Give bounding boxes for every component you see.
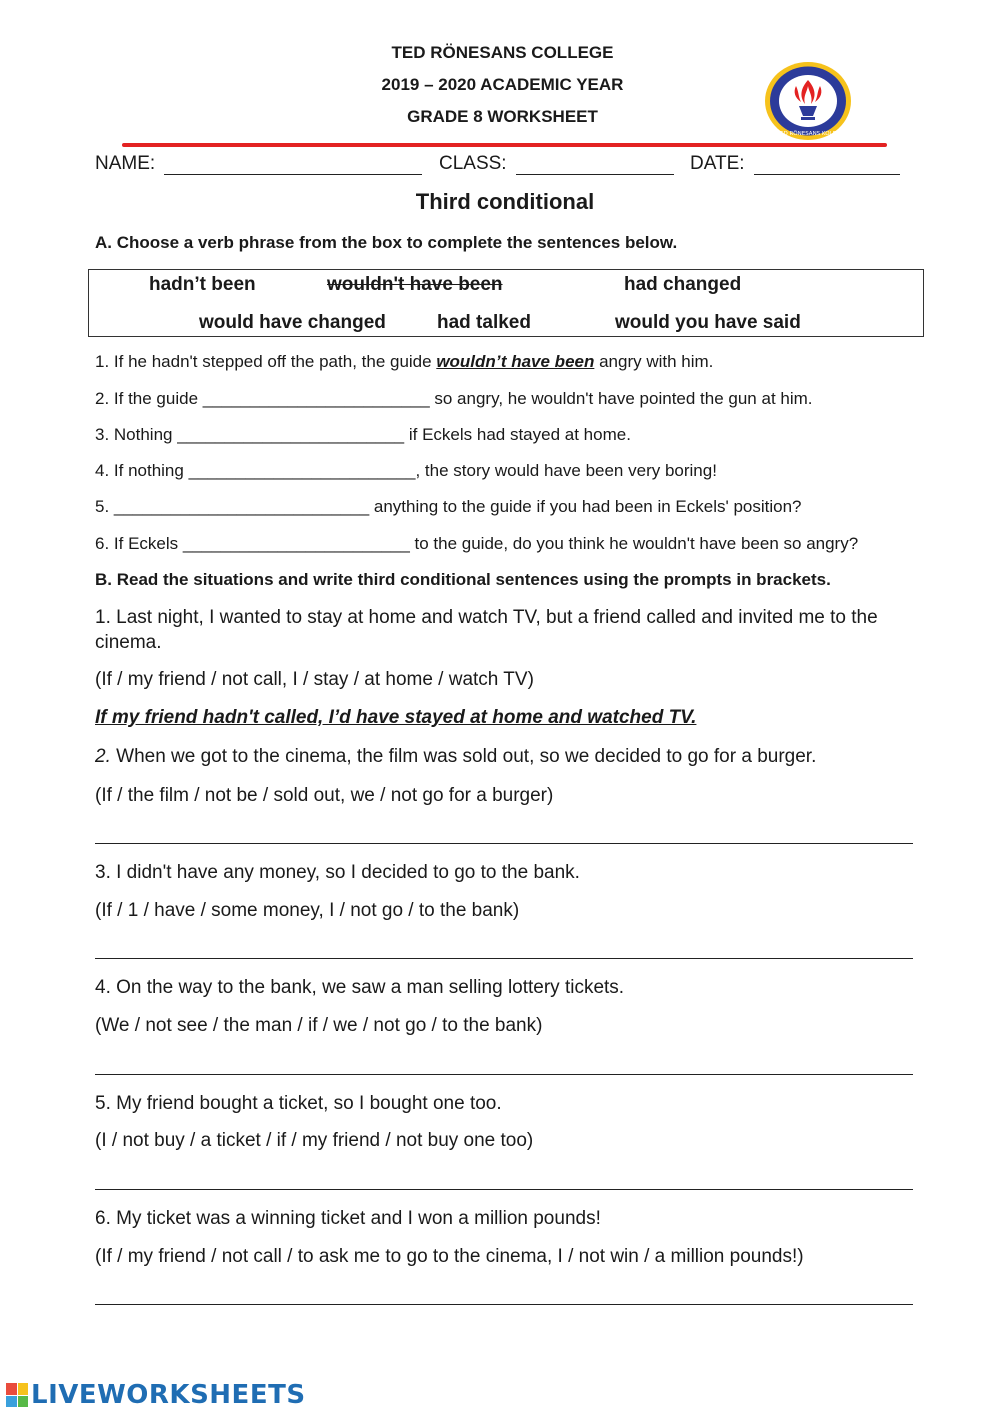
section-a-instruction: A. Choose a verb phrase from the box to complete the sentences below. <box>95 233 678 252</box>
page-title: Third conditional <box>415 189 595 214</box>
option-item: hadn’t been <box>149 274 256 295</box>
question-text-end: angry with him. <box>594 352 714 371</box>
question-a-6[interactable]: 6. If Eckels ________________________ to the guide, do you think he wouldn't have been so angry? <box>95 534 859 553</box>
liveworksheets-wordmark: LIVEWORKSHEETS <box>31 1380 306 1410</box>
option-item: had talked <box>437 312 531 333</box>
item-number: 2. <box>95 746 111 767</box>
school-name: TED RÖNESANS COLLEGE <box>391 43 614 62</box>
option-item-used: wouldn't have been <box>327 274 503 295</box>
class-field[interactable] <box>439 153 674 175</box>
liveworksheets-icon <box>6 1383 28 1407</box>
school-logo <box>763 60 853 142</box>
prompt-4: (We / not see / the man / if / we / not go / to the bank) <box>95 1015 543 1036</box>
answer-line-4[interactable] <box>95 1074 913 1075</box>
situation-4: 4. On the way to the bank, we saw a man selling lottery tickets. <box>95 977 625 998</box>
situation-1: 1. Last night, I wanted to stay at home and watch TV, but a friend called and invited me to the cinema. <box>95 607 878 653</box>
situation-5: 5. My friend bought a ticket, so I bought one too. <box>95 1093 502 1114</box>
logo-caption: TED RÖNESANS KOLEJİ <box>776 131 840 137</box>
section-b-instruction: B. Read the situations and write third conditional sentences using the prompts in brackets. <box>95 570 831 589</box>
question-a-1 <box>95 352 713 372</box>
example-answer: wouldn’t have been <box>436 352 595 371</box>
situation-text: When we got to the cinema, the film was sold out, so we decided to go for a burger. <box>110 746 817 767</box>
option-item: had changed <box>624 274 742 295</box>
class-line[interactable] <box>516 157 674 175</box>
question-a-3[interactable]: 3. Nothing ________________________ if Eckels had stayed at home. <box>95 425 631 444</box>
prompt-2: (If / the film / not be / sold out, we / not go for a burger) <box>95 785 554 806</box>
header-divider <box>122 143 887 147</box>
liveworksheets-logo[interactable] <box>6 1380 306 1410</box>
answer-line-3[interactable] <box>95 958 913 959</box>
name-field[interactable] <box>95 153 422 175</box>
verb-phrase-box <box>88 269 924 337</box>
class-label: CLASS: <box>439 153 507 174</box>
situation-3: 3. I didn't have any money, so I decided to go to the bank. <box>95 862 580 883</box>
date-line[interactable] <box>754 157 900 175</box>
date-label: DATE: <box>690 153 745 174</box>
prompt-3: (If / 1 / have / some money, I / not go / to the bank) <box>95 900 520 921</box>
prompt-6: (If / my friend / not call / to ask me to go to the cinema, I / not win / a million pounds!) <box>95 1246 804 1267</box>
date-field[interactable] <box>690 153 900 175</box>
question-a-2[interactable]: 2. If the guide ________________________ so angry, he wouldn't have pointed the gun at him. <box>95 389 813 408</box>
question-a-5[interactable]: 5. ___________________________ anything to the guide if you had been in Eckels' position? <box>95 497 802 516</box>
question-a-4[interactable]: 4. If nothing ________________________, the story would have been very boring! <box>95 461 717 480</box>
answer-line-6[interactable] <box>95 1304 913 1305</box>
academic-year: 2019 – 2020 ACADEMIC YEAR <box>381 75 624 94</box>
situation-6: 6. My ticket was a winning ticket and I won a million pounds! <box>95 1208 601 1229</box>
situation-2 <box>95 746 816 768</box>
option-item: would you have said <box>615 312 801 333</box>
worksheet-grade: GRADE 8 WORKSHEET <box>407 107 598 126</box>
model-answer: If my friend hadn't called, I’d have stayed at home and watched TV. <box>95 707 697 728</box>
prompt-1: (If / my friend / not call, I / stay / at home / watch TV) <box>95 669 534 690</box>
answer-line-5[interactable] <box>95 1189 913 1190</box>
name-line[interactable] <box>164 157 422 175</box>
answer-line-2[interactable] <box>95 843 913 844</box>
name-label: NAME: <box>95 153 156 174</box>
prompt-5: (I / not buy / a ticket / if / my friend / not buy one too) <box>95 1130 534 1151</box>
option-item: would have changed <box>199 312 386 333</box>
question-text: 1. If he hadn't stepped off the path, the guide <box>95 352 437 371</box>
